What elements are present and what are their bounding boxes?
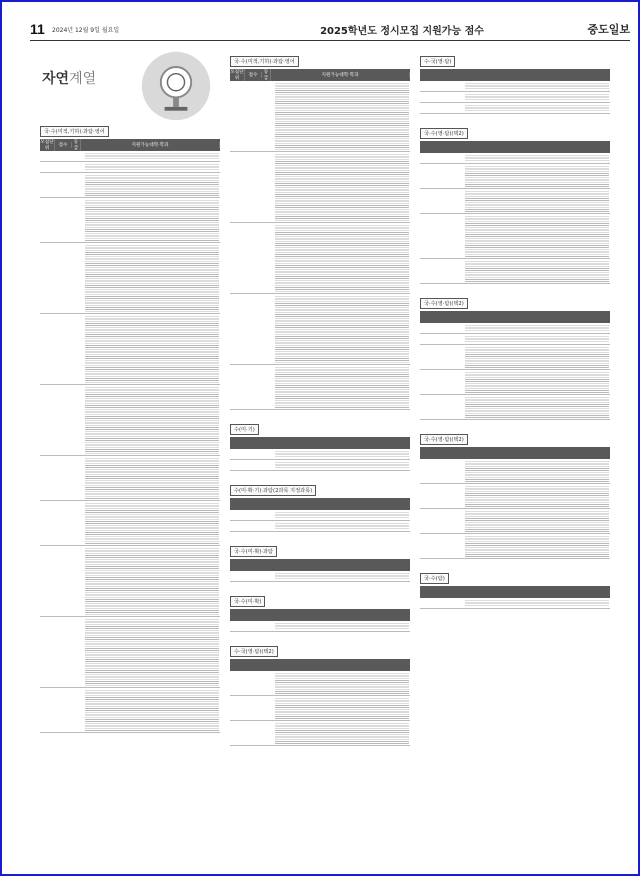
header-cell: 등급 [262,69,271,81]
header-cell: 점수 [245,72,262,78]
table-block [420,120,610,284]
table-row [40,617,220,688]
header-cell: 지원가능대학·학과 [271,72,410,78]
header-cell: 점수 [55,142,72,148]
table-row [420,103,610,114]
table-row [40,173,220,198]
table-block [420,426,610,559]
table-header [420,69,610,81]
table-row [230,449,410,460]
table-block [230,477,410,532]
table-header [230,69,410,81]
table-row [420,509,610,534]
table-row [40,243,220,314]
globe-illustration-icon [138,48,214,124]
table-row [420,189,610,214]
block-title: 국·수(영·탐)(택2) [420,128,468,139]
table-row [420,395,610,420]
table-row [230,671,410,696]
table-block [230,416,410,471]
section-title-bold: 자연 [42,71,70,87]
table-block [420,290,610,420]
block-title: 국·수(미적,기하)·과탐·영어 [40,126,109,137]
table-row [420,345,610,370]
table-header [420,141,610,153]
issue-date: 2024년 12월 9일 월요일 [52,26,120,34]
table-row [230,365,410,410]
table-header [230,437,410,449]
table-row [420,323,610,334]
header-cell: 모집단위 [230,70,244,81]
table-row [230,621,410,632]
table-header [420,586,610,598]
block-title: 수(미·기) [230,424,259,435]
table-header [40,139,220,151]
column-1 [40,48,220,739]
table-header [420,311,610,323]
page-number: 11 [30,21,45,37]
block-title: 국·수(영·탐)(택2) [420,434,468,445]
newspaper-name: 중도일보 [587,23,630,36]
block-title: 수·국(영·탐) [420,56,455,67]
table-row [420,92,610,103]
table-header [420,447,610,459]
table-row [420,370,610,395]
table-header [230,559,410,571]
table-block [420,48,610,114]
section-title-light: 계열 [69,71,97,87]
table-row [230,696,410,721]
table-block [40,118,220,733]
header-cell: 지원가능대학·학과 [81,142,220,148]
column-3 [420,48,610,615]
table-block [230,638,410,746]
header-cell: 모집단위 [40,140,54,151]
table-row [40,198,220,243]
table-row [420,459,610,484]
table-row [40,151,220,162]
table-block [230,48,410,410]
table-row [420,153,610,164]
table-row [420,598,610,609]
table-row [230,81,410,152]
table-row [230,294,410,365]
table-row [40,162,220,173]
table-row [40,546,220,617]
column-2 [230,48,410,752]
table-row [420,484,610,509]
table-header [230,609,410,621]
table-row [230,571,410,582]
table-row [230,152,410,223]
table-row [230,721,410,746]
table-row [420,534,610,559]
table-block [230,588,410,632]
block-title: 국·수(탐) [420,573,449,584]
table-header [230,659,410,671]
table-header [230,498,410,510]
block-title: 국·수(미·확)·과탐 [230,546,277,557]
block-title: 국·수(미적,기하)·과탐·영어 [230,56,299,67]
table-row [40,688,220,733]
table-row [40,314,220,385]
table-block [420,565,610,609]
table-block [230,538,410,582]
table-row [420,214,610,259]
table-row [420,164,610,189]
block-title: 국·수(영·탐)(택2) [420,298,468,309]
page-title: 2025학년도 정시모집 지원가능 점수 [320,25,484,37]
page-header [30,18,630,41]
table-row [420,259,610,284]
table-row [230,223,410,294]
block-title: 수(미·확·기)·과탐(2과목 지정과목) [230,485,316,496]
table-row [420,334,610,345]
block-title: 국·수(미·확) [230,596,265,607]
header-cell: 등급 [72,139,81,151]
table-row [40,456,220,501]
table-row [40,385,220,456]
table-row [230,460,410,471]
table-row [230,510,410,521]
block-title: 수·국(영·탐)(택2) [230,646,278,657]
table-row [40,501,220,546]
table-row [230,521,410,532]
table-row [420,81,610,92]
